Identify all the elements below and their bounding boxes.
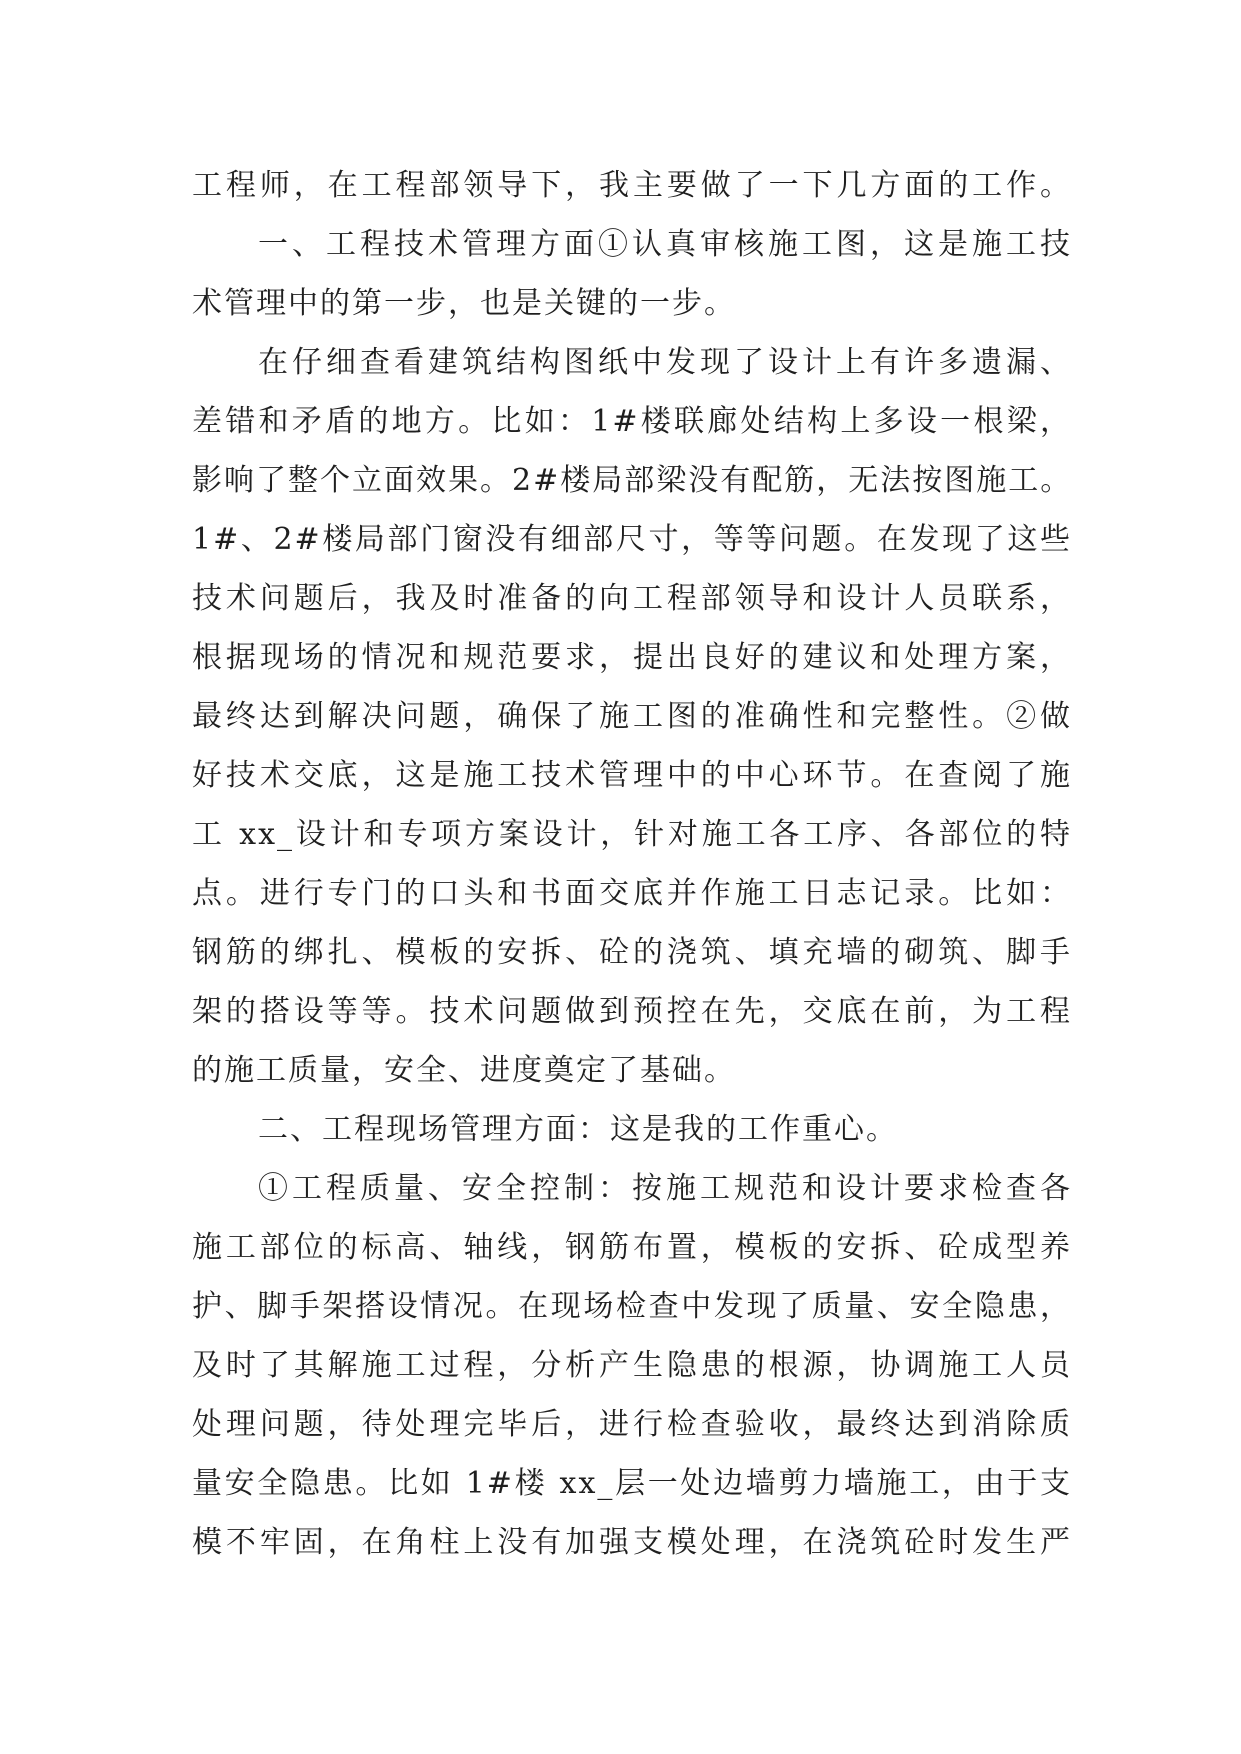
text-line-19: 施工部位的标高、轴线，钢筋布置，模板的安拆、砼成型养: [192, 1230, 1072, 1265]
text-line-03: 术管理中的第一步，也是关键的一步。: [192, 286, 736, 321]
text-line-21: 及时了其解施工过程，分析产生隐患的根源，协调施工人员: [192, 1348, 1072, 1383]
text-line-01: 工程师，在工程部领导下，我主要做了一下几方面的工作。: [192, 168, 1072, 203]
text-line-17: 二、工程现场管理方面：这是我的工作重心。: [258, 1112, 898, 1147]
text-line-15: 架的搭设等等。技术问题做到预控在先，交底在前，为工程: [192, 994, 1072, 1029]
text-line-20: 护、脚手架搭设情况。在现场检查中发现了质量、安全隐患，: [192, 1289, 1072, 1324]
text-line-07: 1#、2#楼局部门窗没有细部尺寸，等等问题。在发现了这些: [192, 522, 1072, 557]
text-line-06: 影响了整个立面效果。2#楼局部梁没有配筋，无法按图施工。: [192, 463, 1073, 498]
text-line-08: 技术问题后，我及时准备的向工程部领导和设计人员联系，: [192, 581, 1072, 616]
text-line-04: 在仔细查看建筑结构图纸中发现了设计上有许多遗漏、: [258, 345, 1072, 380]
text-line-02: 一、工程技术管理方面①认真审核施工图，这是施工技: [258, 227, 1072, 262]
text-line-14: 钢筋的绑扎、模板的安拆、砼的浇筑、填充墙的砌筑、脚手: [192, 935, 1072, 970]
text-line-11: 好技术交底，这是施工技术管理中的中心环节。在查阅了施: [192, 758, 1072, 793]
text-line-12: 工 xx_设计和专项方案设计，针对施工各工序、各部位的特: [192, 817, 1072, 852]
text-line-23: 量安全隐患。比如 1#楼 xx_层一处边墙剪力墙施工，由于支: [192, 1466, 1072, 1501]
text-line-05: 差错和矛盾的地方。比如：1#楼联廊处结构上多设一根梁，: [192, 404, 1072, 439]
text-line-09: 根据现场的情况和规范要求，提出良好的建议和处理方案，: [192, 640, 1072, 675]
text-line-16: 的施工质量，安全、进度奠定了基础。: [192, 1053, 736, 1088]
document-body: [192, 156, 1072, 1572]
text-line-22: 处理问题，待处理完毕后，进行检查验收，最终达到消除质: [192, 1407, 1072, 1442]
text-line-13: 点。进行专门的口头和书面交底并作施工日志记录。比如：: [192, 876, 1072, 911]
text-line-24: 模不牢固，在角柱上没有加强支模处理，在浇筑砼时发生严: [192, 1525, 1072, 1560]
text-line-10: 最终达到解决问题，确保了施工图的准确性和完整性。②做: [192, 699, 1072, 734]
text-line-18: ①工程质量、安全控制：按施工规范和设计要求检查各: [258, 1171, 1072, 1206]
